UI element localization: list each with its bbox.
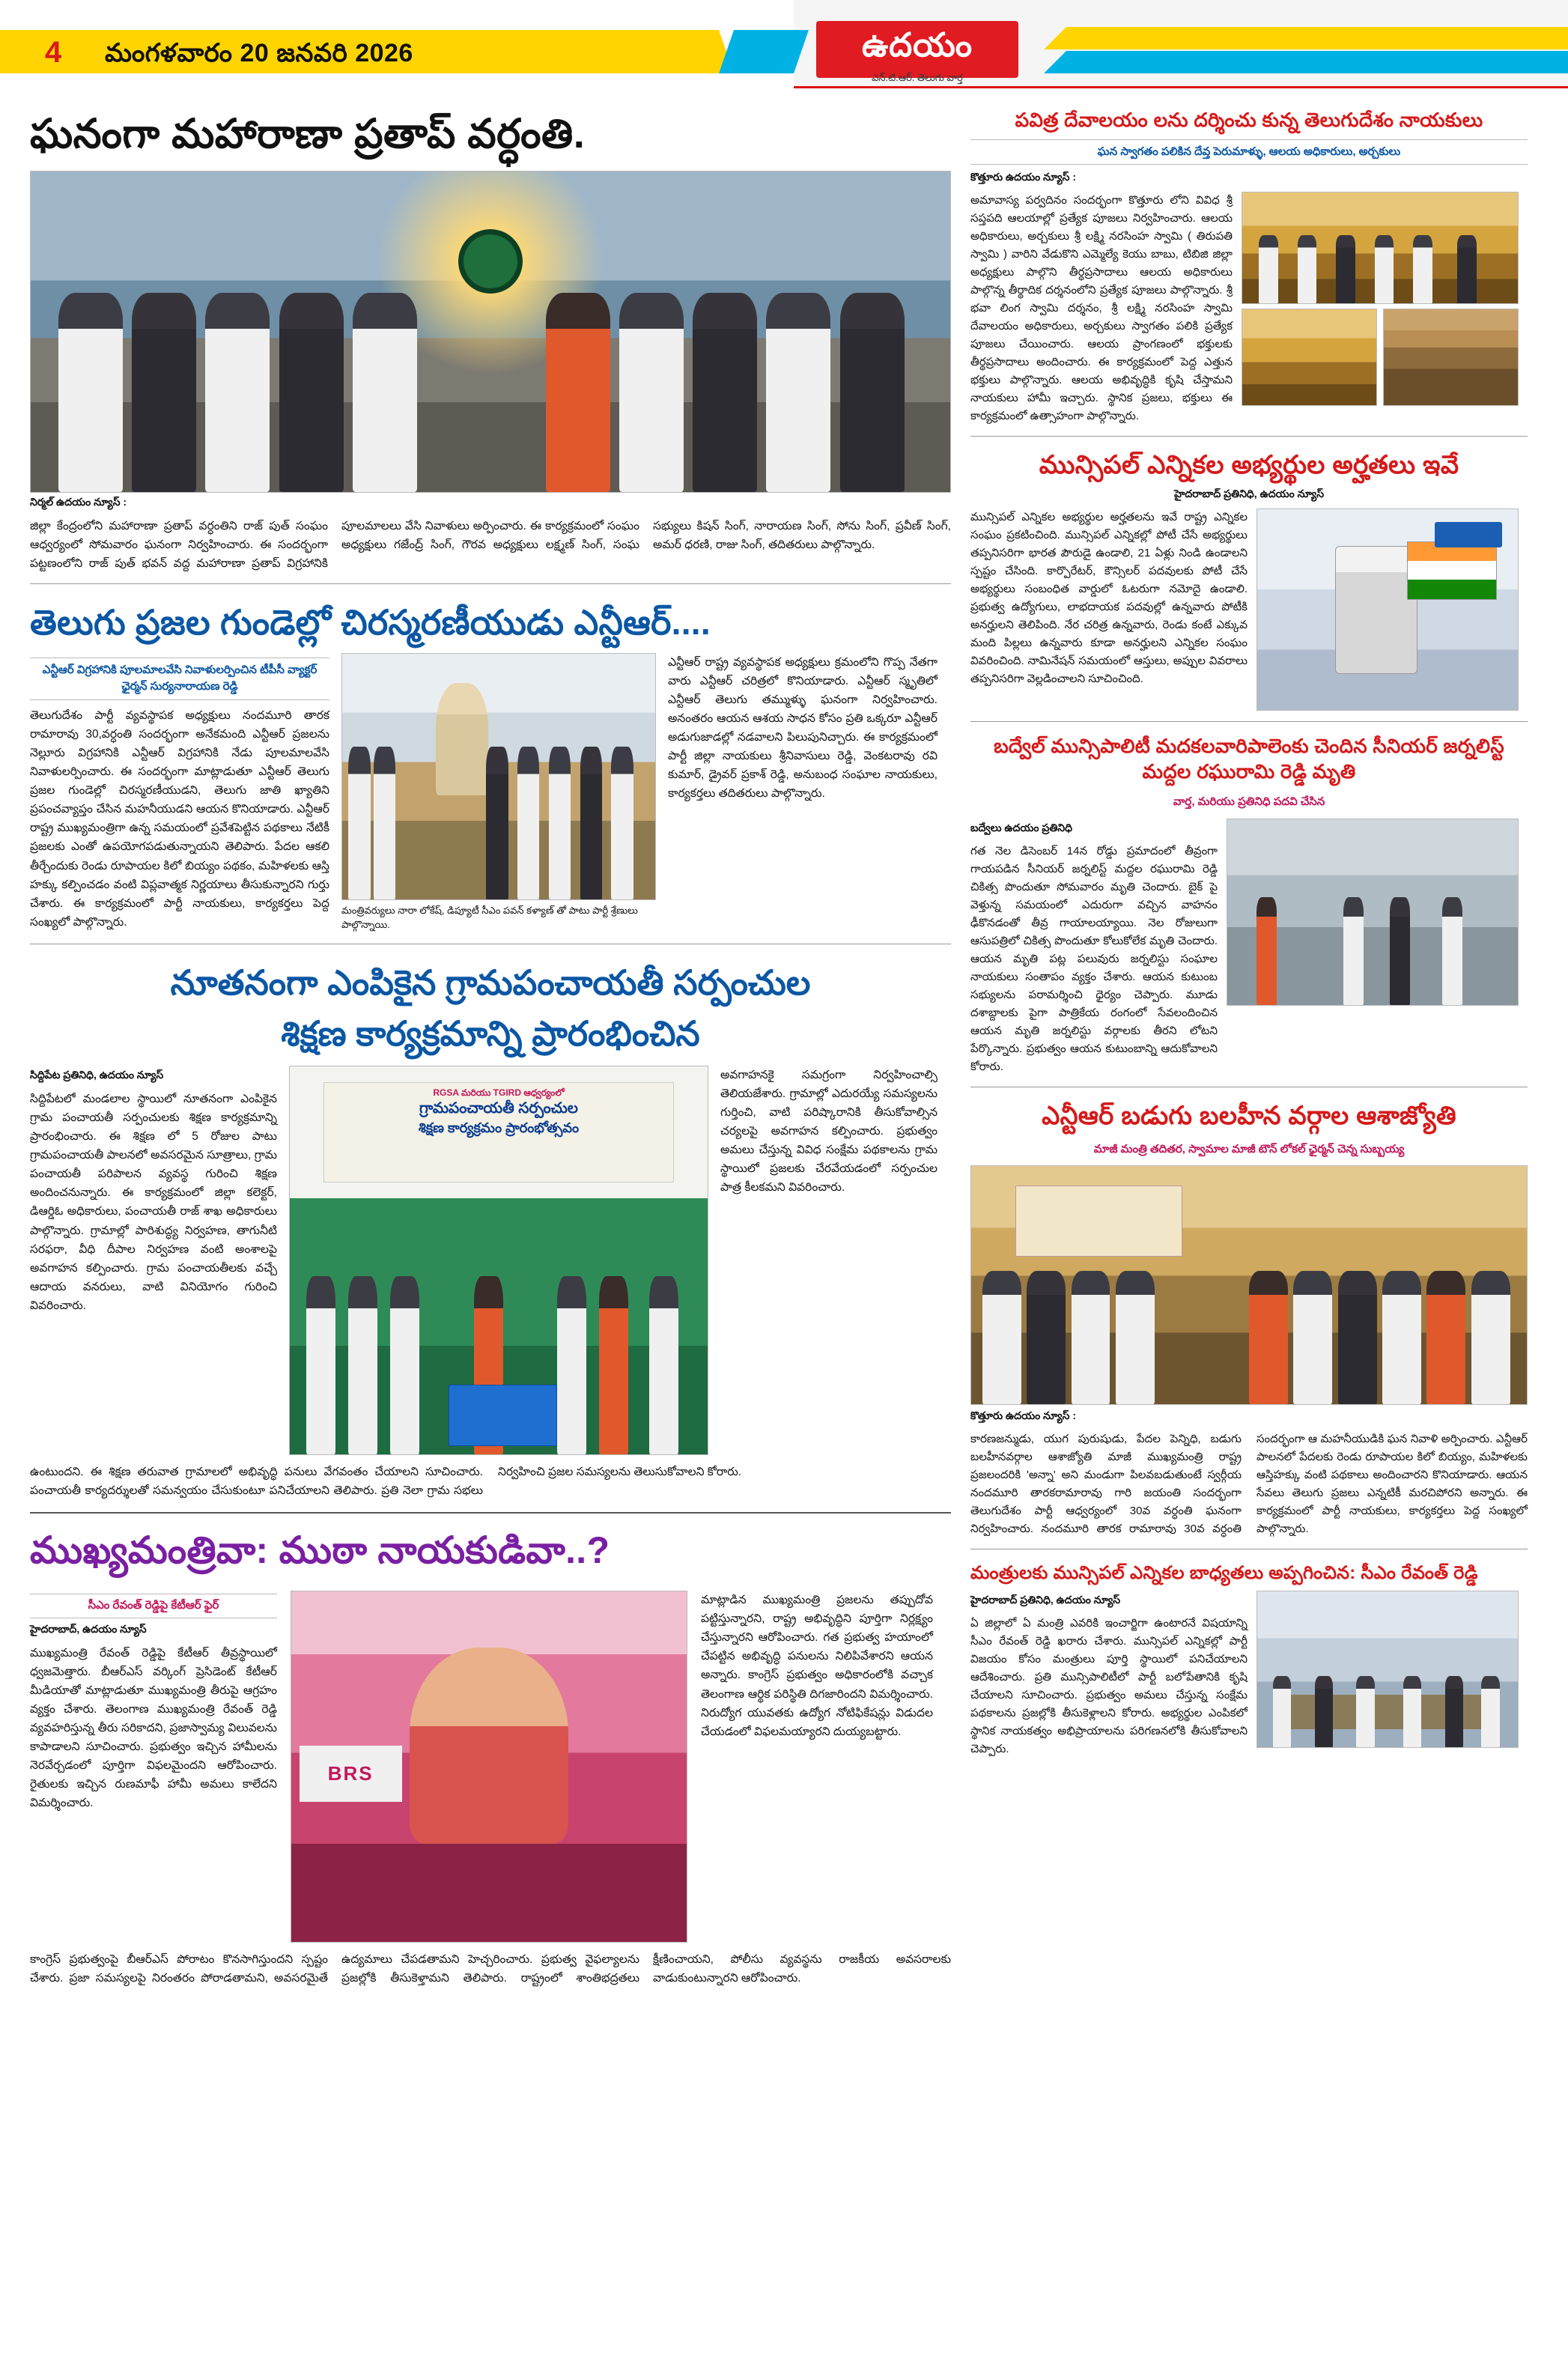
ntr-photo-frame xyxy=(1015,1185,1182,1257)
article-subhead: సీఎం రేవంత్ రెడ్డిపై కేటీఆర్ ఫైర్ xyxy=(30,1594,277,1618)
article-body-col3: కాంగ్రెస్ ప్రభుత్వంపై బీఆర్ఎస్ పోరాటం కొనసాగిస్తుందని స్పష్టం చేశారు. ప్రజా సమస్యలపై నిరంతరం పోరాడతామని, అవసరమైతే ఉద్యమాలు చేపడతామని హెచ్చరించారు. ప్రభుత్వ వైఫల్యాలను ప్రజల్లోకి తీసుకెళ్తామని తెలిపారు. రాష్ట్రంలో శాంతిభద్రతలు క్షీణించాయని, పోలీసు వ్యవస్థను రాజకీయ అవసరాలకు వాడుకుంటున్నారని ఆరోపించారు. xyxy=(30,1953,951,1985)
photo-people-group xyxy=(1227,897,1518,1005)
photo-temple-devotees xyxy=(1383,309,1519,406)
photo-sarpanch-training-event xyxy=(289,1066,708,1455)
divider xyxy=(30,1512,951,1514)
logo-subtitle: ఎన్.టి.ఆర్. తెలుగు వార్త xyxy=(872,72,963,83)
photo-people-group xyxy=(31,293,950,491)
photo-temple-deity xyxy=(1242,309,1377,406)
article-journalist-death xyxy=(970,734,1528,1075)
government-banner xyxy=(1435,522,1502,547)
article-byline: కొత్తూరు ఉదయం న్యూస్ : xyxy=(970,1409,1077,1422)
podium-table xyxy=(449,1385,557,1447)
right-column xyxy=(970,96,1528,1994)
article-body: జిల్లా కేంద్రంలోని మహారాణా ప్రతాప్ వర్ధంతిని రాజ్ పుత్ సంఘం ఆధ్వర్యంలో సోమవారం ఘనంగా నిర్వహించారు. ఈ సందర్భంగా పట్టణంలోని రాజ్ పుత్ భవన్ వద్ద మహారాణా ప్రతాప్ విగ్రహానికి పూలమాలలు వేసి నివాళులు అర్పించారు. ఈ కార్యక్రమంలో సంఘం అధ్యక్షులు గజేంద్ర్ సింగ్, గౌరవ అధ్యక్షులు లక్ష్మణ్ సింగ్, సంఘ సభ్యులు కిషన్ సింగ్, నారాయణ సింగ్, సోను సింగ్, ప్రవీణ్ సింగ్, అమర్ ధరణి, రాజు సింగ్, తదితరులు పాల్గొన్నారు. xyxy=(30,519,951,570)
article-subhead: ఘన స్వాగతం పలికిన దేవ్త పెరుమాళ్ళు, ఆలయ అధికారులు, అర్చకులు xyxy=(970,139,1528,166)
divider xyxy=(970,436,1528,437)
article-body: మున్సిపల్ ఎన్నికల అభ్యర్థుల అర్హతలను ఇవే రాష్ట్ర ఎన్నికల సంఘం ప్రకటించింది. మున్సిపల్ ఎన్నికల్లో పోటీ చేసే అభ్యర్థులు తప్పనిసరిగా భారత పౌరుడై ఉండాలి, 21 ఏళ్లు నిండి ఉండాలని స్పష్టం చేసింది. కార్పొరేటర్, కౌన్సిలర్ పదవులకు పోటీ చేసే అభ్యర్థులు సంబంధిత వార్డులో ఓటరుగా నమోదై ఉండాలి. ప్రభుత్వ ఉద్యోగులు, లాభదాయక పదవుల్లో ఉన్నవారు పోటీకి అనర్హులని తెలిపింది. నేర చరిత్ర ఉన్నవారు, రెండు కంటే ఎక్కువ మంది పిల్లలు ఉన్నవారు కూడా అనర్హులని ఎన్నికల సంఘం వివరించింది. నామినేషన్ సమయంలో ఆస్తులు, అప్పుల వివరాలు తప్పనిసరిగా వెల్లడించాలని సూచించింది. xyxy=(970,511,1248,686)
article-headline-line1: నూతనంగా ఎంపికైన గ్రామపంచాయతీ సర్పంచుల xyxy=(170,962,811,1002)
photo-temple-ceremony-1 xyxy=(1242,192,1519,304)
newspaper-logo xyxy=(816,21,1018,78)
masthead-blue-slant xyxy=(719,30,809,73)
article-headline-line2: శిక్షణ కార్యక్రమాన్ని ప్రారంభించిన xyxy=(281,1013,700,1053)
party-logo-text: BRS xyxy=(300,1746,402,1802)
article-subhead: వార్త, మరియు ప్రతినిధి పదవి చేసిన xyxy=(1173,795,1325,809)
photo-people-group xyxy=(1242,235,1518,304)
article-body-continued: ఎన్టీఆర్ రాష్ట్ర వ్యవస్థాపక అధ్యక్షులు క్రమంలోని గొప్ప నేతగా వారు ఎన్టీఆర్ చరిత్రలో కొనియాడారు. ఎన్టీఆర్ స్మృతిలో ఎన్టీఆర్ తెలుగు తమ్ముళ్ళు ఘనంగా నిర్వహించారు. అనంతరం ఆయన ఆశయ సాధన కోసం ప్రతి ఒక్కరూ ఎన్టీఆర్ అడుగుజాడల్లో నడవాలని పిలుపునిచ్చారు. ఈ కార్యక్రమంలో పార్టీ జిల్లా నాయకులు శ్రీనివాసులు రెడ్డి, వెంకటరావు రవి కుమార్, డ్రైవర్ ప్రకాశ్ రెడ్డి, అనుబంధ సంఘాల నాయకులు, కార్యకర్తలు తదితరులు పాల్గొన్నారు. xyxy=(668,655,938,801)
article-body: కారణజన్ముడు, యుగ పురుషుడు, పేదల పెన్నిధి, బడుగు బలహీనవర్గాల ఆశాజ్యోతి మాజీ ముఖ్యమంత్రి రాష్ట్ర ప్రజలందరికి 'అన్నా' అని మండుగా పిలవబడుతుంటే స్వర్గీయ నందమూరి తారకరామారావు గారి జయంతి సందర్భంగా తెలుగుదేశం పార్టీ ఆధ్వర్యంలో 30వ వర్ధంతి ఘనంగా నిర్వహించారు. నందమూరి తారక రామారావు 30వ వర్ధంతి సందర్భంగా ఆ మహనీయుడికి ఘన నివాళి అర్పించారు. ఎన్టీఆర్ పాలనలో పేదలకు రెండు రూపాయల కిలో బియ్యం, మహిళలకు ఆస్తిహక్కు వంటి పథకాలు అందించారని కొనియాడారు. ఆయన సేవలు తెలుగు ప్రజలు ఎన్నటికీ మరచిపోరని అన్నారు. ఈ కార్యక్రమంలో పార్టీ నాయకులు, కార్యకర్తలు పెద్ద సంఖ్యలో పాల్గొన్నారు. xyxy=(970,1433,1528,1536)
photo-ntr-statue-garlanding xyxy=(341,653,656,900)
article-byline: బద్వేలు ఉదయం ప్రతినిధి xyxy=(970,821,1073,834)
article-subhead: ఎన్టీఆర్ విగ్రహానికి పూలమాలవేసి నివాళులర్పించిన టీపీసీ వ్యాక్టర్ ఛైర్మన్ సుర్యనారాయణ రెడ్డి xyxy=(30,658,329,700)
masthead-right-bars xyxy=(1044,27,1568,73)
portrait-medallion-icon xyxy=(458,229,523,294)
banner-line2: శిక్షణ కార్యక్రమం ప్రారంభోత్సవం xyxy=(418,1120,580,1135)
photo-caption: మంత్రివర్యులు నారా లోకేష్, డిప్యూటీ సీఎం పవన్ కళ్యాణ్ తో పాటు పార్టీ శ్రేణులు పాల్గొన్నాయి. xyxy=(341,904,638,930)
article-headline: ముఖ్యమంత్రివా: ముఠా నాయకుడివా..? xyxy=(30,1529,610,1572)
article-headline: ఎన్టీఆర్ బడుగు బలహీన వర్గాల ఆశాజ్యోతి xyxy=(1042,1101,1456,1130)
article-headline: పవిత్ర దేవాలయం లను దర్శించు కున్న తెలుగుదేశం నాయకులు xyxy=(1015,109,1483,131)
article-byline: కొత్తూరు ఉదయం న్యూస్ : xyxy=(970,171,1077,183)
article-byline: హైదరాబాద్, ఉదయం న్యూస్ xyxy=(30,1622,147,1635)
photo-maharana-pratap-event xyxy=(30,171,951,493)
ktr-portrait xyxy=(410,1648,568,1844)
page-number: 4 xyxy=(45,36,62,69)
photo-evm-and-emblem xyxy=(1256,508,1519,711)
article-body: గత నెల డిసెంబర్ 14న రోడ్డు ప్రమాదంలో తీవ్రంగా గాయపడిన సీనియర్ జర్నలిస్ట్ మద్దల రఘురామి రెడ్డి చికిత్స పొందుతూ సోమవారం మృతి చెందారు. బైక్ పై వెళ్తున్న సమయంలో ఎదురుగా వచ్చిన వాహనం ఢీకొనడంతో తీవ్ర గాయాలయ్యాయి. నెల రోజులుగా ఆసుపత్రిలో చికిత్స పొందుతూ కోలుకోలేక మృతి చెందారు. ఆయన మృతి పట్ల పలువురు జర్నలిస్టు సంఘాల నాయకులు సంతాపం వ్యక్తం చేశారు. ఆయన కుటుంబ సభ్యులను పరామర్శించి ధైర్యం చెప్పారు. మూడు దశాబ్దాలకు పైగా పాత్రికేయ రంగంలో సేవలందించిన ఆయన మృతి జర్నలిస్టు వర్గాలకు తీరని లోటని పేర్కొన్నారు. ప్రభుత్వం ఆయన కుటుంబాన్ని ఆదుకోవాలని కోరారు. xyxy=(970,844,1218,1073)
article-headline: మంత్రులకు మున్సిపల్ ఎన్నికల బాధ్యతలు అప్పగించిన: సీఎం రేవంత్ రెడ్డి xyxy=(970,1563,1478,1584)
photo-people-group xyxy=(971,1271,1527,1404)
banner-line1: గ్రామపంచాయతీ సర్పంచుల xyxy=(419,1099,578,1117)
article-body: ముఖ్యమంత్రి రేవంత్ రెడ్డిపై కేటీఆర్ తీవ్రస్థాయిలో ధ్వజమెత్తారు. బీఆర్ఎస్ వర్కింగ్ ప్రెసిడెంట్ కేటీఆర్ మీడియాతో మాట్లాడుతూ ముఖ్యమంత్రి తీరుపై ఆగ్రహం వ్యక్తం చేశారు. తెలంగాణ ముఖ్యమంత్రి రేవంత్ రెడ్డి వ్యవహరిస్తున్న తీరు సరికాదని, ప్రజాస్వామ్య విలువలను కాపాడాలని సూచించారు. ప్రభుత్వం ఇచ్చిన హామీలను నెరవేర్చడంలో పూర్తిగా విఫలమైందని ఆరోపించారు. రైతులకు ఇచ్చిన రుణమాఫీ హామీ అమలు కాలేదని విమర్శించారు. xyxy=(30,1646,277,1810)
article-body-col2: అవగాహనకై సమగ్రంగా నిర్వహించాల్సి తెలియజేశారు. గ్రామాల్లో ఎదురయ్యే సమస్యలను గుర్తించి, వాటి పరిష్కారానికి తీసుకోవాల్సిన చర్యలపై అవగాహన కల్పించారు. ప్రభుత్వం అమలు చేస్తున్న వివిధ సంక్షేమ పథకాలను గ్రామ స్థాయిలో ప్రజలకు చేరవేయడంలో సర్పంచుల పాత్ర కీలకమని వివరించారు. xyxy=(720,1068,938,1194)
article-ntr-weaker-sections xyxy=(970,1099,1528,1539)
article-byline: హైదరాబాద్ ప్రతినిధి, ఉదయం న్యూస్ xyxy=(970,1594,1121,1606)
article-body: అమావాస్య పర్వదినం సందర్భంగా కొత్తూరు లోని వివిధ శ్రీ సప్తపది ఆలయాల్లో ప్రత్యేక పూజలు నిర్వహించారు. ఆలయ అధికారులు, అర్చకులు శ్రీ లక్ష్మి నరసింహ స్వామి ( తిరుపతి స్వామి ) వారిని వేడుకొని ఎమ్మెల్యే కెయు బాబు, టిబిజి జిల్లా అధ్యక్షులు పాల్గొని తీర్థప్రసాదాలు ఆలయ అధికారులు పాల్గొన్న తీర్థాదిక దర్శనంలోని ప్రత్యేక పూజలు పాల్గొన్నారు. శ్రీ భవా లింగ స్వామి దర్శనం, శ్రీ లక్ష్మి నరసింహ స్వామి దేవాలయం అధికారులు, అర్చకులు స్వాగతం పలికి ప్రత్యేక పూజలు చేయించారు. ఆలయ ప్రాంగణంలో భక్తులకు తీర్థప్రసాదాలు అందించారు. ఈ కార్యక్రమంలో పెద్ద ఎత్తున భక్తులు పాల్గొన్నారు. ఆలయ అభివృద్ధికి కృషి చేస్తామని నాయకులు హామీ ఇచ్చారు. స్థానిక ప్రజలు, భక్తులు ఈ కార్యక్రమంలో ఉత్సాహంగా పాల్గొన్నారు. xyxy=(970,194,1233,423)
issue-date: మంగళవారం 20 జనవరి 2026 xyxy=(105,39,413,67)
article-ktr-fires xyxy=(30,1528,951,1988)
article-byline: హైదరాబాద్ ప్రతినిధి, ఉదయం న్యూస్ xyxy=(1173,488,1325,500)
divider xyxy=(970,721,1528,722)
photo-ntr-anniversary-meeting xyxy=(970,1165,1528,1405)
photo-hospital-visit xyxy=(1227,819,1519,1006)
article-temple-visit xyxy=(970,108,1528,425)
article-body: తెలుగుదేశం పార్టీ వ్యవస్థాపక అధ్యక్షులు నందమూరి తారక రామారావు 30,వర్ధంతి సందర్భంగా అనేకమంది ఎన్టీఆర్ ప్రజలను నెల్లూరు విగ్రహానికి ఎన్టీఆర్ విగ్రహానికి నేడు పూలమాలవేసి నివాళులర్పించారు. ఈ సందర్భంగా మాట్లాడుతూ ఎన్టీఆర్ తెలుగు ప్రజల గుండెల్లో చిరస్మరణీయుడని, తెలుగు జాతి ఖ్యాతిని ప్రపంచవ్యాప్తం చేసిన మహనీయుడని ఆయన కొనియాడారు. ఎన్టీఆర్ రాష్ట్ర ముఖ్యమంత్రిగా ఉన్న సమయంలో ప్రవేశపెట్టిన పథకాలు నేటికీ ప్రజలకు ఎంతో ఉపయోగపడుతున్నాయని తెలిపారు. పేదల ఆకలి తీర్చేందుకు రెండు రూపాయల కిలో బియ్యం పథకం, మహిళలకు ఆస్తి హక్కు కల్పించడం వంటి విప్లవాత్మక నిర్ణయాలు తీసుకున్నారని గుర్తు చేశారు. ఈ కార్యక్రమంలో పార్టీ నాయకులు, కార్యకర్తలు పెద్ద సంఖ్యలో పాల్గొన్నారు. xyxy=(30,708,329,929)
article-body: ఏ జిల్లాలో ఏ మంత్రి ఎవరికి ఇంచార్జిగా ఉంటారనే విషయాన్ని సీఎం రేవంత్ రెడ్డి ఖరారు చేశారు. మున్సిపల్ ఎన్నికల్లో పార్టీ విజయం కోసం మంత్రులు పూర్తి స్థాయిలో పనిచేయాలని ఆదేశించారు. ప్రతి మున్సిపాలిటీలో పార్టీ బలోపేతానికి కృషి చేయాలని సూచించారు. ప్రభుత్వం అమలు చేస్తున్న సంక్షేమ పథకాలను ప్రజల్లోకి తీసుకెళ్లాలని కోరారు. అభ్యర్థుల ఎంపికలో స్థానిక నాయకత్వం అభిప్రాయాలను పరిగణనలోకి తీసుకోవాలని చెప్పారు. xyxy=(970,1617,1248,1756)
main-column xyxy=(30,96,951,1994)
banner-caption: RGSA మరియు TGIRD ఆధ్వర్యంలో xyxy=(433,1087,565,1098)
article-sarpanch-training xyxy=(30,959,951,1500)
logo-text: ఉదయం xyxy=(861,26,973,64)
photo-cabinet-meeting xyxy=(1256,1591,1519,1748)
photo-people-group xyxy=(1257,1676,1518,1748)
article-body: సిద్దిపేటలో మండలాల స్థాయిలో నూతనంగా ఎంపికైన గ్రామ పంచాయతీ సర్పంచులకు శిక్షణ కార్యక్రమాన్ని ప్రారంభించారు. ఈ శిక్షణ లో 5 రోజుల పాటు గ్రామపంచాయతీ పాలనలో అవసరమైన సూత్రాలు, గ్రామ పంచాయతీ పరిపాలన వ్యవస్థ గురించి శిక్షణ అందించనున్నారు. ఈ కార్యక్రమంలో జిల్లా కలెక్టర్, డిఆర్డిఓ అధికారులు, పంచాయతీ రాజ్ శాఖ అధికారులు పాల్గొన్నారు. గ్రామాల్లో పారిశుద్ధ్య నిర్వహణ, తాగునీటి సరఫరా, వీధి దీపాల నిర్వహణ వంటి అంశాలపై అవగాహన కల్పించారు. గ్రామ పంచాయతీలకు వచ్చే ఆదాయ వనరులు, వాటి వినియోగం గురించి వివరించారు. xyxy=(30,1092,277,1313)
article-ministers-municipal-duties xyxy=(970,1561,1528,1758)
page-content xyxy=(0,88,1568,1994)
article-body-col2: మాట్లాడిన ముఖ్యమంత్రి ప్రజలను తప్పుదోవ పట్టిస్తున్నారని, రాష్ట్ర అభివృద్ధిని పూర్తిగా నిర్లక్ష్యం చేస్తున్నారని ఆరోపించారు. గత ప్రభుత్వ హయాంలో చేపట్టిన అభివృద్ధి పనులను నిలిపివేశారని ఆయన అన్నారు. కాంగ్రెస్ ప్రభుత్వం అధికారంలోకి వచ్చాక తెలంగాణ ఆర్థిక పరిస్థితి దిగజారిందని విమర్శించారు. నిరుద్యోగ యువతకు ఉద్యోగ నోటిఫికేషన్లు విడుదల చేయడంలో విఫలమయ్యారని దుయ్యబట్టారు. xyxy=(701,1594,933,1738)
article-municipal-eligibility xyxy=(970,449,1528,711)
article-maharana-pratap xyxy=(30,109,951,573)
photo-pair xyxy=(1242,309,1519,406)
masthead-left xyxy=(0,0,794,88)
article-byline: సిద్దిపేట ప్రతినిధి, ఉదయం న్యూస్ xyxy=(30,1068,164,1081)
masthead-blue-right xyxy=(1044,51,1568,73)
article-subhead: మాజీ మంత్రి తదితర, స్వామాల మాజీ టౌన్ లోకల్ ఛైర్మన్ చెన్న సుబ్బయ్య xyxy=(1093,1142,1405,1156)
photo-ktr-press-meet xyxy=(291,1591,687,1943)
masthead-yellow-right xyxy=(1044,27,1568,49)
article-headline: మున్సిపల్ ఎన్నికల అభ్యర్థుల అర్హతలు ఇవే xyxy=(1039,451,1459,480)
evm-machine-icon xyxy=(1335,546,1417,675)
article-ntr-tribute xyxy=(30,601,951,933)
article-headline: బద్వేల్ మున్సిపాలిటీ మదకలవారిపాలెంకు చెందిన సీనియర్ జర్నలిస్ట్ మద్దల రఘురామి రెడ్డి మృతి xyxy=(994,735,1504,783)
india-flag-icon xyxy=(1407,541,1497,600)
article-headline: తెలుగు ప్రజల గుండెల్లో చిరస్మరణీయుడు ఎన్టీఆర్.... xyxy=(30,602,711,642)
masthead xyxy=(0,0,1568,88)
photo-people-group xyxy=(342,747,655,899)
article-headline: ఘనంగా మహారాణా ప్రతాప్ వర్ధంతి. xyxy=(30,112,586,157)
article-byline: నిర్మల్ ఉదయం న్యూస్ : xyxy=(30,495,127,508)
article-body-col3: ఉంటుందని. ఈ శిక్షణ తరువాత గ్రామాలలో అభివృద్ధి పనులు వేగవంతం చేయాలని సూచించారు. పంచాయతీ కార్యదర్శులతో సమన్వయం చేసుకుంటూ పనిచేయాలని తెలిపారు. ప్రతి నెలా గ్రామ సభలు నిర్వహించి ప్రజల సమస్యలను తెలుసుకోవాలని కోరారు. xyxy=(30,1465,742,1497)
divider xyxy=(30,583,951,584)
